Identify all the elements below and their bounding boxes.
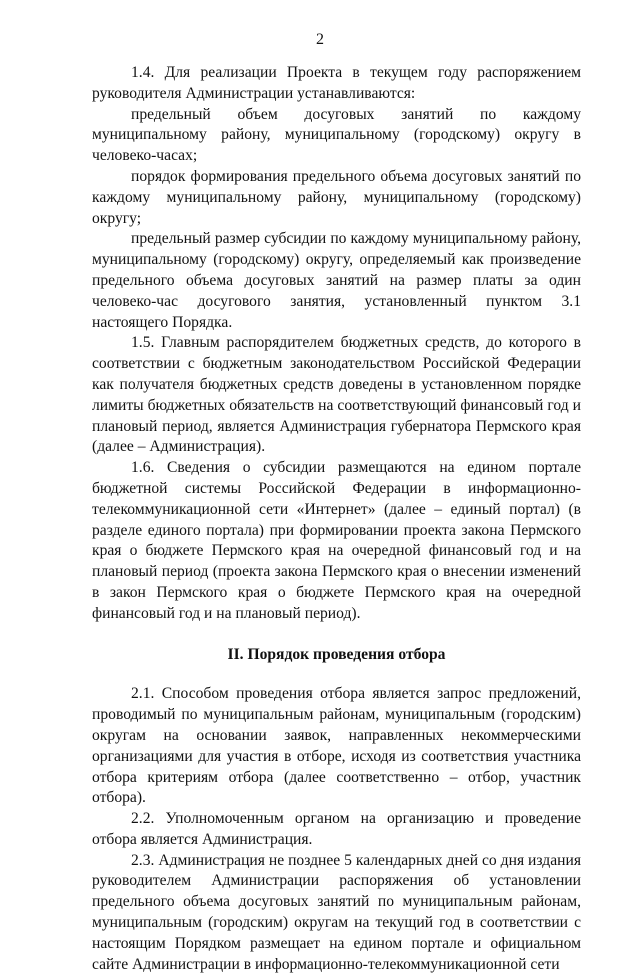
paragraph-2-2: 2.2. Уполномоченным органом на организацию и проведение отбора является Администрация. bbox=[92, 810, 581, 848]
paragraph-2-1: 2.1. Способом проведения отбора является запрос предложений, проводимый по муниципальным районам, муниципальным (городским) округам на основании заявок, направленных некоммерческими организациями для участия в отборе, исходя из соответствия участника отбора критериям отбора (далее соответственно – отбор, участник отбора). bbox=[92, 685, 581, 807]
paragraph-1-5: 1.5. Главным распорядителем бюджетных средств, до которого в соответствии с бюджетным законодательством Российской Федерации как получателя бюджетных средств доведены в установленном порядке лимиты бюджетных обязательств на соответствующий финансовый год и плановый период, является Администрация губернатора Пермского края (далее – Администрация). bbox=[92, 334, 581, 456]
paragraph-1-4: 1.4. Для реализации Проекта в текущем году распоряжением руководителя Администрации устанавливаются: bbox=[92, 64, 581, 102]
paragraph-1-4-item-volume: предельный объем досуговых занятий по каждому муниципальному району, муниципальному (городскому) округу в человеко-часах; bbox=[92, 105, 581, 165]
section-heading: II. Порядок проведения отбора bbox=[227, 645, 446, 663]
document-body bbox=[92, 63, 581, 975]
page-number: 2 bbox=[316, 31, 324, 48]
paragraph-1-4-item-procedure: порядок формирования предельного объема досуговых занятий по каждому муниципальному району, муниципальному (городскому) округу; bbox=[92, 167, 581, 227]
paragraph-1-6: 1.6. Сведения о субсидии размещаются на едином портале бюджетной системы Российской Федерации в информационно-телекоммуникационной сети «Интернет» (далее – единый портал) (в разделе единого портала) при формировании проекта закона Пермского края о бюджете Пермского края на очередной финансовый год и на плановый период (проекта закона Пермского края о внесении изменений в закон Пермского края о бюджете Пермского края на очередной финансовый год и на плановый период). bbox=[92, 459, 581, 622]
paragraph-2-3: 2.3. Администрация не позднее 5 календарных дней со дня издания руководителем Администрации распоряжения об установлении предельного объема досуговых занятий по муниципальным районам, муниципальным (городским) округам на текущий год в соответствии с настоящим Порядком размещает на едином портале и официальном сайте Администрации в информационно-телекоммуникационной сети bbox=[92, 851, 581, 973]
paragraph-1-4-item-subsidy-limit: предельный размер субсидии по каждому муниципальному району, муниципальному (городскому) округу, определяемый как произведение предельного объема досуговых занятий на размер платы за один человеко-час досугового занятия, установленный пунктом 3.1 настоящего Порядка. bbox=[92, 230, 581, 331]
